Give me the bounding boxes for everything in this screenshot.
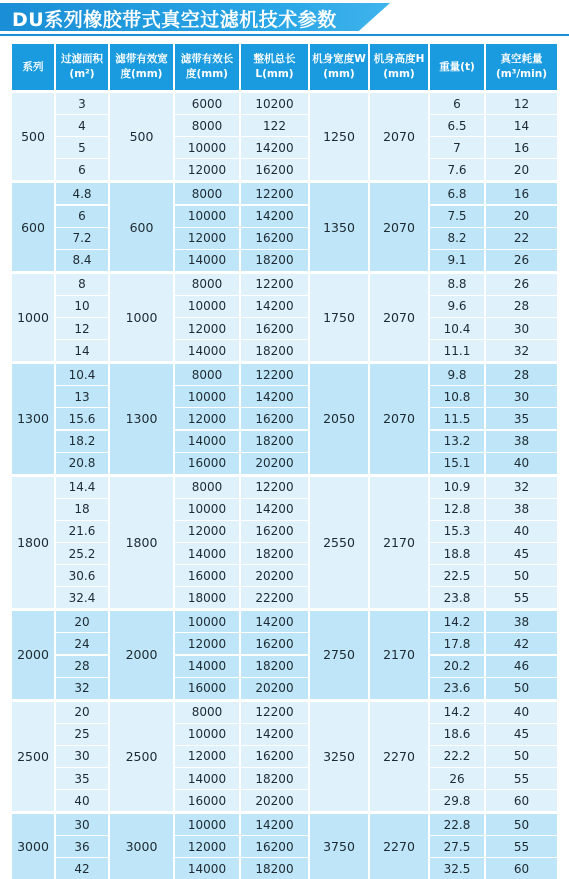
weight-cell: 23.6: [430, 678, 484, 699]
header-body-width: [310, 44, 368, 90]
weight-cell: 22.2: [430, 746, 484, 767]
total-length-cell: 18200: [241, 768, 308, 789]
belt-width-cell: 1300: [110, 364, 173, 474]
vacuum-cell: 55: [486, 587, 557, 608]
series-cell: 1300: [12, 364, 54, 474]
filter-area-cell: 6: [56, 159, 108, 180]
filter-area-cell: 20.8: [56, 453, 108, 474]
weight-cell: 9.1: [430, 250, 484, 271]
weight-cell: 23.8: [430, 587, 484, 608]
total-length-cell: 18200: [241, 340, 308, 361]
belt-length-cell: 12000: [175, 746, 239, 767]
weight-cell: 10.8: [430, 386, 484, 407]
header-filter-area: [56, 44, 108, 90]
weight-cell: 17.8: [430, 633, 484, 654]
filter-area-cell: 12: [56, 318, 108, 339]
series-cell: 2500: [12, 702, 54, 812]
filter-area-cell: 8: [56, 274, 108, 295]
belt-length-cell: 12000: [175, 633, 239, 654]
total-length-cell: 12200: [241, 183, 308, 204]
vacuum-cell: 20: [486, 206, 557, 227]
vacuum-cell: 30: [486, 318, 557, 339]
header-weight: [430, 44, 484, 90]
body-width-cell: 1350: [310, 183, 368, 270]
belt-width-cell: 600: [110, 183, 173, 270]
belt-length-cell: 14000: [175, 431, 239, 452]
total-length-cell: 122: [241, 115, 308, 136]
series-cell: 3000: [12, 814, 54, 879]
total-length-cell: 14200: [241, 296, 308, 317]
weight-cell: 14.2: [430, 702, 484, 723]
weight-cell: 9.6: [430, 296, 484, 317]
filter-area-cell: 3: [56, 93, 108, 114]
filter-area-cell: 13: [56, 386, 108, 407]
filter-area-cell: 6: [56, 206, 108, 227]
belt-length-cell: 14000: [175, 250, 239, 271]
body-height-cell: 2070: [370, 183, 428, 270]
weight-cell: 13.2: [430, 431, 484, 452]
vacuum-cell: 50: [486, 746, 557, 767]
total-length-cell: 16200: [241, 159, 308, 180]
weight-cell: 22.8: [430, 814, 484, 835]
belt-length-cell: 8000: [175, 183, 239, 204]
vacuum-cell: 38: [486, 431, 557, 452]
vacuum-cell: 45: [486, 543, 557, 564]
belt-length-cell: 14000: [175, 340, 239, 361]
filter-area-cell: 7.2: [56, 228, 108, 249]
belt-length-cell: 10000: [175, 296, 239, 317]
body-height-cell: 2270: [370, 814, 428, 879]
weight-cell: 32.5: [430, 858, 484, 879]
belt-width-cell: 1000: [110, 274, 173, 361]
vacuum-cell: 50: [486, 565, 557, 586]
weight-cell: 14.2: [430, 611, 484, 632]
vacuum-cell: 28: [486, 364, 557, 385]
belt-length-cell: 8000: [175, 274, 239, 295]
total-length-cell: 16200: [241, 228, 308, 249]
vacuum-cell: 26: [486, 250, 557, 271]
total-length-cell: 16200: [241, 408, 308, 429]
filter-area-cell: 24: [56, 633, 108, 654]
body-width-cell: 1750: [310, 274, 368, 361]
filter-area-cell: 40: [56, 790, 108, 811]
total-length-cell: 14200: [241, 499, 308, 520]
body-width-cell: 2050: [310, 364, 368, 474]
belt-width-cell: 2000: [110, 611, 173, 698]
total-length-cell: 18200: [241, 543, 308, 564]
belt-length-cell: 18000: [175, 587, 239, 608]
vacuum-cell: 35: [486, 408, 557, 429]
header-belt-length-label: 滤带有效长 度(mm): [180, 53, 234, 80]
vacuum-cell: 55: [486, 836, 557, 857]
body-height-cell: 2270: [370, 702, 428, 812]
total-length-cell: 12200: [241, 274, 308, 295]
belt-length-cell: 10000: [175, 386, 239, 407]
vacuum-cell: 26: [486, 274, 557, 295]
vacuum-cell: 40: [486, 453, 557, 474]
belt-length-cell: 14000: [175, 543, 239, 564]
total-length-cell: 20200: [241, 453, 308, 474]
total-length-cell: 18200: [241, 431, 308, 452]
belt-length-cell: 12000: [175, 836, 239, 857]
filter-area-cell: 30: [56, 746, 108, 767]
belt-length-cell: 16000: [175, 565, 239, 586]
total-length-cell: 14200: [241, 137, 308, 158]
series-cell: 2000: [12, 611, 54, 698]
vacuum-cell: 32: [486, 477, 557, 498]
weight-cell: 10.4: [430, 318, 484, 339]
filter-area-cell: 10.4: [56, 364, 108, 385]
vacuum-cell: 12: [486, 93, 557, 114]
weight-cell: 7.5: [430, 206, 484, 227]
filter-area-cell: 35: [56, 768, 108, 789]
vacuum-cell: 42: [486, 633, 557, 654]
filter-area-cell: 14.4: [56, 477, 108, 498]
total-length-cell: 18200: [241, 656, 308, 677]
vacuum-cell: 38: [486, 499, 557, 520]
weight-cell: 11.5: [430, 408, 484, 429]
total-length-cell: 18200: [241, 858, 308, 879]
filter-area-cell: 20: [56, 702, 108, 723]
total-length-cell: 20200: [241, 678, 308, 699]
body-height-cell: 2070: [370, 93, 428, 180]
filter-area-cell: 18: [56, 499, 108, 520]
belt-length-cell: 12000: [175, 318, 239, 339]
weight-cell: 10.9: [430, 477, 484, 498]
weight-cell: 6.5: [430, 115, 484, 136]
weight-cell: 6.8: [430, 183, 484, 204]
belt-length-cell: 8000: [175, 364, 239, 385]
page-title: DU系列橡胶带式真空过滤机技术参数: [12, 9, 337, 31]
belt-length-cell: 10000: [175, 814, 239, 835]
belt-length-cell: 14000: [175, 858, 239, 879]
total-length-cell: 16200: [241, 521, 308, 542]
weight-cell: 22.5: [430, 565, 484, 586]
total-length-cell: 16200: [241, 836, 308, 857]
belt-width-cell: 2500: [110, 702, 173, 812]
header-vacuum: [486, 44, 557, 90]
weight-cell: 27.5: [430, 836, 484, 857]
body-height-cell: 2170: [370, 611, 428, 698]
belt-length-cell: 16000: [175, 453, 239, 474]
filter-area-cell: 10: [56, 296, 108, 317]
header-total-length-label: 整机总长 L(mm): [253, 53, 296, 80]
vacuum-cell: 46: [486, 656, 557, 677]
filter-area-cell: 21.6: [56, 521, 108, 542]
belt-length-cell: 8000: [175, 115, 239, 136]
filter-area-cell: 25: [56, 724, 108, 745]
weight-cell: 15.1: [430, 453, 484, 474]
body-height-cell: 2170: [370, 477, 428, 609]
belt-length-cell: 16000: [175, 678, 239, 699]
title-underline: [0, 34, 569, 36]
total-length-cell: 16200: [241, 746, 308, 767]
belt-length-cell: 14000: [175, 656, 239, 677]
header-weight-label: 重量(t): [439, 60, 475, 73]
filter-area-cell: 30.6: [56, 565, 108, 586]
filter-area-cell: 14: [56, 340, 108, 361]
belt-length-cell: 12000: [175, 228, 239, 249]
belt-length-cell: 8000: [175, 477, 239, 498]
body-width-cell: 2750: [310, 611, 368, 698]
weight-cell: 12.8: [430, 499, 484, 520]
total-length-cell: 14200: [241, 206, 308, 227]
vacuum-cell: 45: [486, 724, 557, 745]
body-height-cell: 2070: [370, 364, 428, 474]
header-body-height-label: 机身高度H (mm): [373, 53, 425, 80]
total-length-cell: 16200: [241, 633, 308, 654]
belt-length-cell: 12000: [175, 408, 239, 429]
belt-length-cell: 8000: [175, 702, 239, 723]
belt-length-cell: 6000: [175, 93, 239, 114]
vacuum-cell: 40: [486, 521, 557, 542]
filter-area-cell: 5: [56, 137, 108, 158]
belt-length-cell: 10000: [175, 206, 239, 227]
belt-length-cell: 16000: [175, 790, 239, 811]
filter-area-cell: 4: [56, 115, 108, 136]
vacuum-cell: 32: [486, 340, 557, 361]
belt-length-cell: 10000: [175, 724, 239, 745]
belt-width-cell: 1800: [110, 477, 173, 609]
total-length-cell: 20200: [241, 790, 308, 811]
total-length-cell: 18200: [241, 250, 308, 271]
filter-area-cell: 28: [56, 656, 108, 677]
total-length-cell: 12200: [241, 477, 308, 498]
vacuum-cell: 28: [486, 296, 557, 317]
weight-cell: 29.8: [430, 790, 484, 811]
filter-area-cell: 32: [56, 678, 108, 699]
total-length-cell: 22200: [241, 587, 308, 608]
vacuum-cell: 50: [486, 814, 557, 835]
belt-length-cell: 12000: [175, 159, 239, 180]
weight-cell: 7.6: [430, 159, 484, 180]
total-length-cell: 16200: [241, 318, 308, 339]
series-cell: 600: [12, 183, 54, 270]
header-vacuum-label: 真空耗量 (m³/min): [496, 53, 547, 80]
filter-area-cell: 42: [56, 858, 108, 879]
belt-length-cell: 12000: [175, 521, 239, 542]
weight-cell: 11.1: [430, 340, 484, 361]
filter-area-cell: 30: [56, 814, 108, 835]
filter-area-cell: 20: [56, 611, 108, 632]
header-series: [12, 44, 54, 90]
vacuum-cell: 60: [486, 858, 557, 879]
total-length-cell: 12200: [241, 364, 308, 385]
vacuum-cell: 38: [486, 611, 557, 632]
header-body-width-label: 机身宽度W (mm): [312, 53, 366, 80]
total-length-cell: 14200: [241, 611, 308, 632]
weight-cell: 20.2: [430, 656, 484, 677]
belt-length-cell: 14000: [175, 768, 239, 789]
weight-cell: 26: [430, 768, 484, 789]
filter-area-cell: 4.8: [56, 183, 108, 204]
weight-cell: 7: [430, 137, 484, 158]
header-total-length: [241, 44, 308, 90]
body-width-cell: 1250: [310, 93, 368, 180]
belt-width-cell: 3000: [110, 814, 173, 879]
series-cell: 1800: [12, 477, 54, 609]
body-width-cell: 2550: [310, 477, 368, 609]
vacuum-cell: 55: [486, 768, 557, 789]
total-length-cell: 14200: [241, 724, 308, 745]
header-body-height: [370, 44, 428, 90]
total-length-cell: 14200: [241, 814, 308, 835]
vacuum-cell: 40: [486, 702, 557, 723]
header-belt-width-label: 滤带有效宽 度(mm): [115, 53, 168, 80]
weight-cell: 8.2: [430, 228, 484, 249]
total-length-cell: 10200: [241, 93, 308, 114]
weight-cell: 18.8: [430, 543, 484, 564]
vacuum-cell: 60: [486, 790, 557, 811]
filter-area-cell: 32.4: [56, 587, 108, 608]
vacuum-cell: 16: [486, 183, 557, 204]
filter-area-cell: 25.2: [56, 543, 108, 564]
vacuum-cell: 20: [486, 159, 557, 180]
weight-cell: 8.8: [430, 274, 484, 295]
filter-area-cell: 18.2: [56, 431, 108, 452]
vacuum-cell: 22: [486, 228, 557, 249]
vacuum-cell: 14: [486, 115, 557, 136]
filter-area-cell: 8.4: [56, 250, 108, 271]
series-cell: 1000: [12, 274, 54, 361]
belt-length-cell: 10000: [175, 611, 239, 632]
body-height-cell: 2070: [370, 274, 428, 361]
filter-area-cell: 15.6: [56, 408, 108, 429]
belt-length-cell: 10000: [175, 137, 239, 158]
weight-cell: 15.3: [430, 521, 484, 542]
body-width-cell: 3250: [310, 702, 368, 812]
vacuum-cell: 16: [486, 137, 557, 158]
belt-width-cell: 500: [110, 93, 173, 180]
vacuum-cell: 50: [486, 678, 557, 699]
total-length-cell: 20200: [241, 565, 308, 586]
weight-cell: 9.8: [430, 364, 484, 385]
weight-cell: 6: [430, 93, 484, 114]
header-series-label: 系列: [22, 60, 44, 73]
series-cell: 500: [12, 93, 54, 180]
total-length-cell: 14200: [241, 386, 308, 407]
belt-length-cell: 10000: [175, 499, 239, 520]
total-length-cell: 12200: [241, 702, 308, 723]
vacuum-cell: 30: [486, 386, 557, 407]
header-filter-area-label: 过滤面积 (m²): [61, 53, 103, 80]
header-belt-width: [110, 44, 173, 90]
body-width-cell: 3750: [310, 814, 368, 879]
filter-area-cell: 36: [56, 836, 108, 857]
header-belt-length: [175, 44, 239, 90]
weight-cell: 18.6: [430, 724, 484, 745]
